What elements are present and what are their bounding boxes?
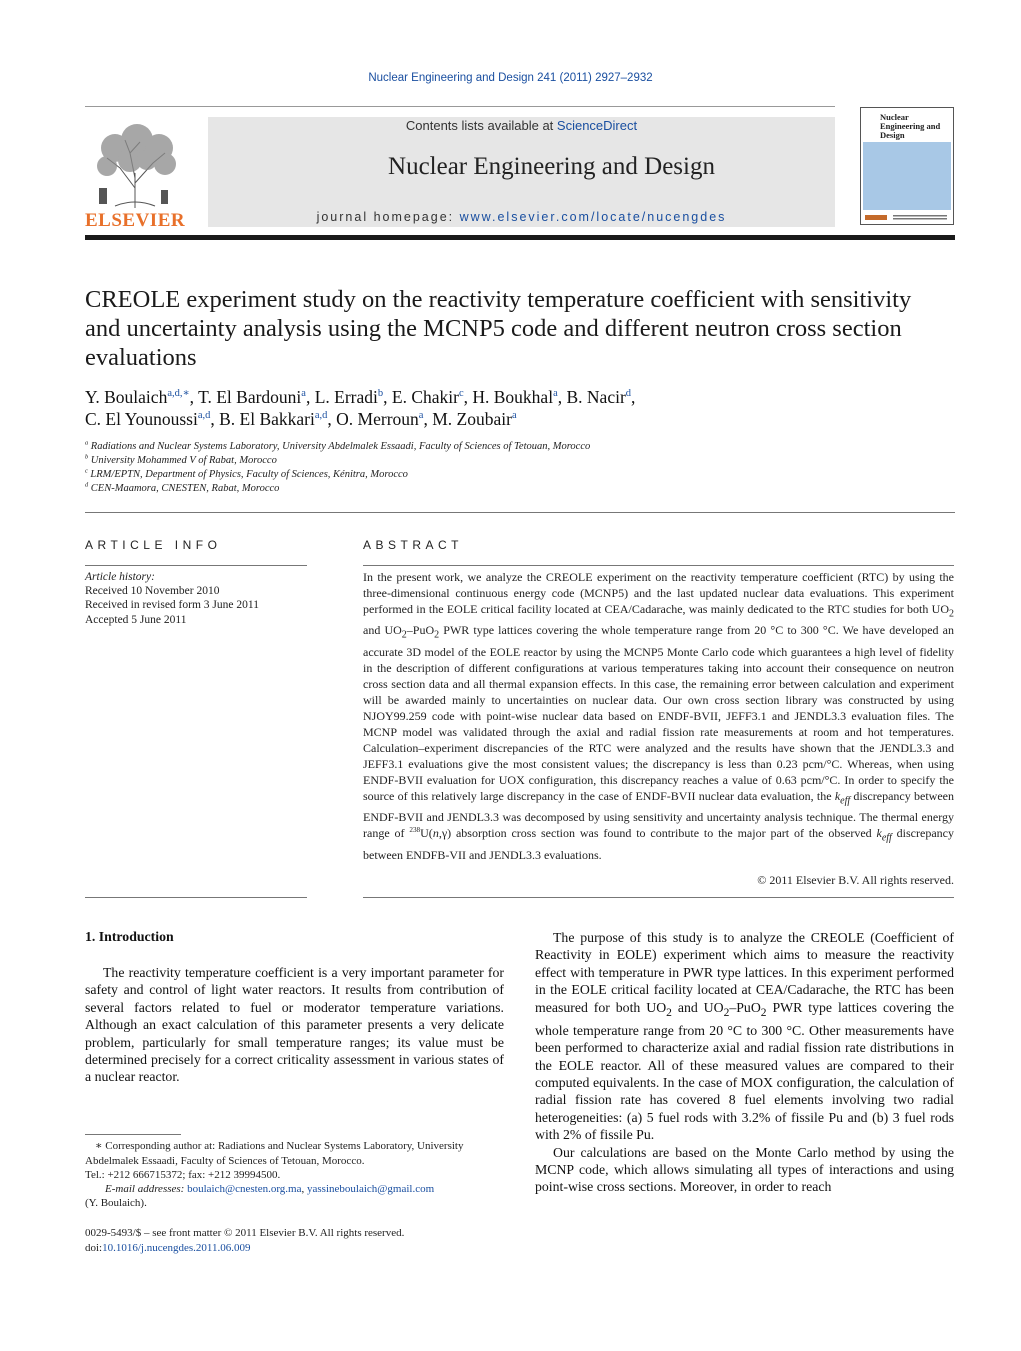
- received-date: Received 10 November 2010: [85, 585, 220, 597]
- cover-image: [863, 142, 951, 210]
- affiliation-key: c: [85, 467, 88, 475]
- author-name: E. Chakir: [391, 387, 459, 407]
- body-column-right: [535, 929, 954, 1196]
- author-affiliation-marker[interactable]: b: [377, 388, 384, 400]
- history-label: Article history:: [85, 571, 155, 583]
- doi-line: [85, 1241, 505, 1256]
- author-separator: ,: [463, 387, 473, 407]
- author-affiliation-marker[interactable]: a,d,∗: [167, 388, 190, 400]
- author-name: M. Zoubair: [432, 409, 512, 429]
- article-info-heading: ARTICLE INFO: [85, 538, 222, 552]
- intro-paragraph-3: Our calculations are based on the Monte Carlo method by using the MCNP code, which allows simulating all types of interactions and using point-wise cross sections. Moreover, in order to reach: [535, 1144, 954, 1195]
- email-owner: (Y. Boulaich).: [85, 1197, 147, 1209]
- cover-title: Nuclear Engineering and Design: [880, 112, 941, 140]
- author-affiliation-marker[interactable]: a: [553, 388, 558, 400]
- abstract-rule: [363, 565, 954, 566]
- article-info-bottom-rule: [85, 897, 307, 898]
- intro-paragraph-2: The purpose of this study is to analyze the CREOLE (Coefficient of Reactivity in EOLE) experiment which aims to measure the reactivity effect with temperature in PWR type lattices. In this experiment performed in the EOLE critical facility located at CEA/Cadarache, the RTC has been measured for both $UO_2$ and $UO_2-PuO_2$ PWR type lattices covering the whole temperature range from 20 °C to 300 °C. Other measurements have been performed to characterize axial and radial fission rate distributions in the EOLE reactor. All of these measured values are compared to their computed equivalents. In the case of MOX configuration, the calculation of radial fission rate has covered 8 fuel elements involving two radial heterogeneities: (a) 5 fuel rods with 3.2% of fissile Pu and (b) 3 fuel rods with 2% of fissile Pu.: [535, 930, 954, 1143]
- author-name: L. Erradi: [314, 387, 378, 407]
- corresponding-author-note: ∗ Corresponding author at: Radiations and Nuclear Systems Laboratory, University Abdelmalek Essaadi, Faculty of Sciences of Tetouan, Morocco.: [85, 1140, 464, 1167]
- affiliation-a: [85, 441, 955, 452]
- affiliation-b: [85, 455, 955, 466]
- sciencedirect-link[interactable]: ScienceDirect: [556, 118, 638, 133]
- revised-date: Received in revised form 3 June 2011: [85, 599, 259, 611]
- doi-link[interactable]: 10.1016/j.nucengdes.2011.06.009: [102, 1242, 251, 1254]
- journal-homepage: [208, 210, 835, 224]
- homepage-link[interactable]: www.elsevier.com/locate/nucengdes: [459, 210, 727, 224]
- affiliation-text: CEN-Maamora, CNESTEN, Rabat, Morocco: [90, 483, 280, 494]
- author-name: Y. Boulaich: [85, 387, 168, 407]
- front-matter-line: 0029-5493/$ – see front matter © 2011 Elsevier B.V. All rights reserved.: [85, 1227, 405, 1239]
- abstract-copyright: © 2011 Elsevier B.V. All rights reserved.: [757, 873, 954, 887]
- author-list-line-1: [85, 386, 955, 408]
- author-affiliation-marker[interactable]: d: [625, 388, 632, 400]
- abstract-text: In the present work, we analyze the CREOLE experiment on the reactivity temperature coefficient (RTC) by using the three-dimensional continuous energy code (MCNP5) and the last updated nuclear data evaluations. This experiment performed in the EOLE critical facility located at CEA/Cadarache, was mainly dedicated to the RTC studies for both $UO_2$ and $UO_2-PuO_2$ PWR type lattices covering the whole temperature range from 20 °C to 300 °C. We have developed an accurate 3D model of the EOLE reactor by using the MCNP5 Monte Carlo code which guarantees a high level of fidelity in the description of different configurations at various temperatures taking into account their consequence on neutron cross section data and all thermal expansion effects. In this case, the remaining error between calculation and experiment will be awarded mainly to uncertainties on nuclear data. Our own cross section library was constructed by using NJOY99.259 code with point-wise nuclear data based on ENDF-BVII, JEFF3.1 and JENDL3.3 evaluation files. The MCNP model was validated through the axial and radial fission rate measurements at room and hot temperatures. Calculation–experiment discrepancies of the RTC were analyzed and the results have shown that the JENDL3.3 and JEFF3.1 evaluations give the most consistent values; the discrepancy is less than 0.23 pcm/°C. Whereas, when using ENDF-BVII evaluation for UOX configuration, this discrepancy reaches a value of 0.63 pcm/°C. In order to specify the source of this relatively large discrepancy in the case of ENDF-BVII nuclear data evaluation, the $k_{eff}$ discrepancy between ENDF-BVII and JENDL3.3 was decomposed by using sensitivity and uncertainty analysis technique. The thermal energy range of $^{238}$U(n,γ) absorption cross section was found to contribute to the major part of the observed $k_{eff}$ discrepancy between ENDFB-VII and JENDL3.3 evaluations.: [363, 570, 954, 862]
- author-name: C. El Younoussi: [85, 409, 198, 429]
- author-name: B. Nacir: [566, 387, 626, 407]
- email-link-2[interactable]: yassineboulaich@gmail.com: [307, 1183, 435, 1195]
- author-separator: ,: [423, 409, 433, 429]
- journal-citation[interactable]: Nuclear Engineering and Design 241 (2011) 2927–2932: [368, 72, 653, 84]
- affiliation-text: LRM/EPTN, Department of Physics, Faculty of Sciences, Kénitra, Morocco: [90, 469, 408, 480]
- author-separator: ,: [189, 387, 199, 407]
- front-matter-divider: [85, 512, 955, 513]
- author-affiliation-marker[interactable]: c: [458, 388, 464, 400]
- footnote-rule: [85, 1134, 181, 1135]
- header-divider: [85, 106, 835, 107]
- author-affiliation-marker[interactable]: a: [301, 388, 306, 400]
- introduction-heading: 1. Introduction: [85, 929, 174, 944]
- author-list-line-2: [85, 408, 955, 430]
- body-column-left: [85, 964, 504, 1086]
- contents-line: [208, 118, 835, 133]
- homepage-prefix: journal homepage:: [316, 210, 460, 224]
- abstract-bottom-rule: [363, 897, 954, 898]
- affiliation-key: d: [85, 481, 89, 489]
- author-separator: ,: [383, 387, 392, 407]
- author-affiliation-marker[interactable]: a: [511, 410, 517, 422]
- affiliation-key: a: [85, 439, 89, 447]
- contact-phone-fax: Tel.: +212 666715372; fax: +212 39994500.: [85, 1169, 281, 1181]
- journal-name: Nuclear Engineering and Design: [388, 153, 715, 180]
- author-separator: ,: [327, 409, 337, 429]
- author-affiliation-marker[interactable]: a,d: [197, 410, 211, 422]
- email-label: E-mail addresses:: [105, 1183, 185, 1195]
- elsevier-wordmark: ELSEVIER: [85, 210, 186, 231]
- author-name: O. Merroun: [336, 409, 419, 429]
- affiliation-key: b: [85, 453, 89, 461]
- author-affiliation-marker[interactable]: a: [418, 410, 424, 422]
- article-title: CREOLE experiment study on the reactivity temperature coefficient with sensitivity and uncertainty analysis using the MCNP5 code and different neutron cross section evaluations: [85, 286, 912, 371]
- author-name: B. El Bakkari: [219, 409, 315, 429]
- email-link-1[interactable]: boulaich@cnesten.org.ma: [187, 1183, 302, 1195]
- affiliation-text: Radiations and Nuclear Systems Laboratory, University Abdelmalek Essaadi, Faculty of Sciences of Tetouan, Morocco: [90, 441, 591, 452]
- contents-prefix: Contents lists available at: [405, 118, 557, 133]
- author-affiliation-marker[interactable]: a,d: [314, 410, 328, 422]
- author-name: T. El Bardouni: [198, 387, 302, 407]
- affiliation-d: [85, 483, 955, 494]
- author-name: H. Boukhal: [472, 387, 554, 407]
- article-info-rule: [85, 565, 307, 566]
- author-separator: ,: [305, 387, 315, 407]
- email-addresses: E-mail addresses: boulaich@cnesten.org.ma, yassineboulaich@gmail.com: [105, 1183, 435, 1195]
- author-separator: ,: [631, 387, 636, 407]
- author-separator: ,: [557, 387, 567, 407]
- affiliation-c: [85, 469, 955, 480]
- abstract-heading: ABSTRACT: [363, 538, 464, 552]
- cover-footer-logos: [863, 213, 951, 222]
- author-separator: ,: [210, 409, 220, 429]
- intro-paragraph-1: The reactivity temperature coefficient is a very important parameter for safety and control of light water reactors. It results from contribution of several factors related to fuel or moderator temperature variations. Although an exact calculation of this parameter presents a very delicate problem, particularly for small temperature ranges; its value must be determined precisely for a correct criticality assessment in various states of a nuclear reactor.: [85, 965, 504, 1085]
- affiliation-text: University Mohammed V of Rabat, Morocco: [90, 455, 277, 466]
- accepted-date: Accepted 5 June 2011: [85, 614, 187, 626]
- header-thick-rule: [85, 235, 955, 240]
- doi-prefix: doi:: [85, 1242, 103, 1254]
